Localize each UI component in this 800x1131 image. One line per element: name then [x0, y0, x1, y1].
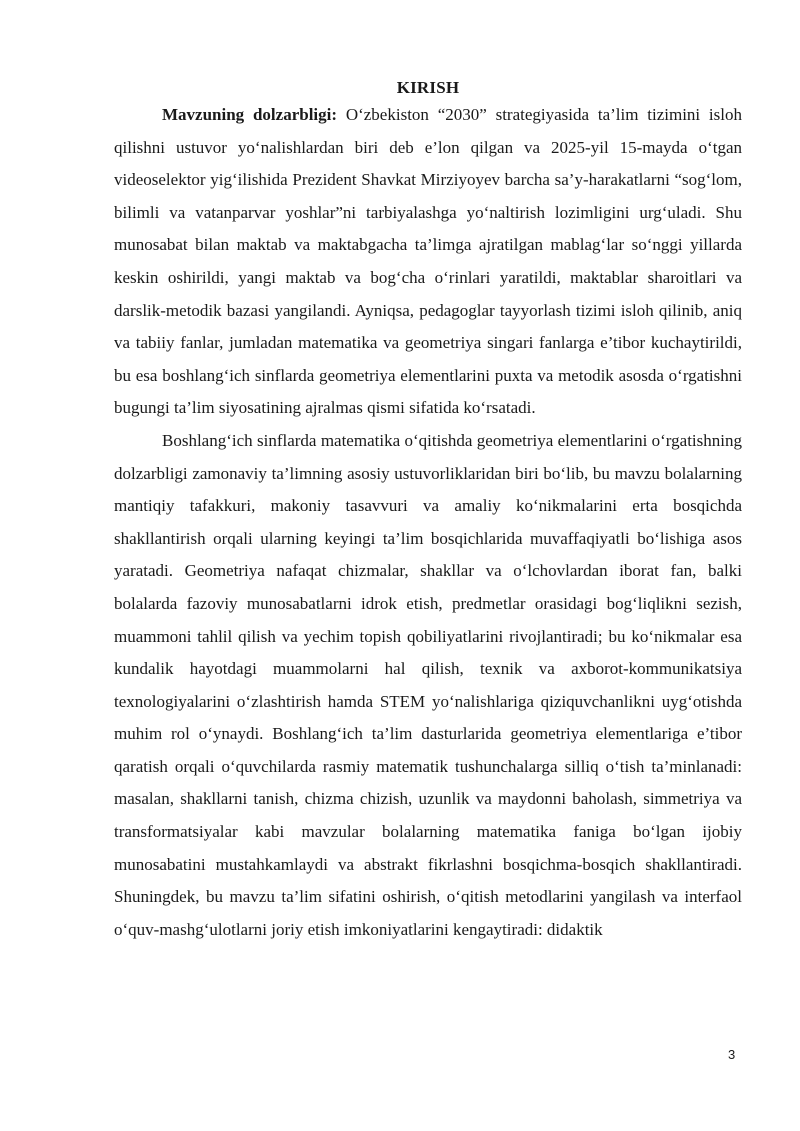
page-title: KIRISH: [396, 78, 460, 97]
paragraph-relevance: [114, 99, 742, 425]
body-text: [114, 99, 742, 946]
paragraph-text: Boshlang‘ich sinflarda matematika o‘qitishda geometriya elementlarini o‘rgatishning dolzarbligi zamonaviy ta’limning asosiy ustuvorliklaridan biri bo‘lib, bu mavzu bolalarning mantiqiy tafakkuri, makoniy tasavvuri va amaliy ko‘nikmalarini erta bosqichda shakllantirish orqali ularning keyingi ta’lim bosqichlarida muvaffaqiyatli bo‘lishiga asos yaratadi. Geometriya nafaqat chizmalar, shakllar va o‘lchovlardan iborat fan, balki bolalarda fazoviy munosabatlarni idrok etish, predmetlar orasidagi bog‘liqlikni sezish, muammoni tahlil qilish va yechim topish qobiliyatlarini rivojlantiradi; bu ko‘nikmalar esa kundalik hayotdagi muammolarni hal qilish, texnik va axborot-kommunikatsiya texnologiyalarini o‘zlashtirish hamda STEM yo‘nalishlariga qiziquvchanlikni uyg‘otishda muhim rol o‘ynaydi. Boshlang‘ich ta’lim dasturlarida geometriya elementlariga e’tibor qaratish orqali o‘quvchilarda rasmiy matematik tushunchalarga silliq o‘tish ta’minlanadi: masalan, shakllarni tanish, chizma chizish, uzunlik va maydonni baholash, simmetriya va transformatsiyalar kabi mavzular bolalarning matematika faniga bo‘lgan ijobiy munosabatini mustahkamlaydi va abstrakt fikrlashni bosqichma-bosqich shakllantiradi. Shuningdek, bu mavzu ta’lim sifatini oshirish, o‘qitish metodlarini yangilash va interfaol o‘quv-mashg‘ulotlarni joriy etish imkoniyatlarini kengaytiradi: didaktik: [114, 430, 742, 939]
paragraph-lead: Mavzuning dolzarbligi:: [162, 105, 338, 124]
page-number: 3: [728, 1047, 736, 1062]
paragraph-text: O‘zbekiston “2030” strategiyasida ta’lim tizimini isloh qilishni ustuvor yo‘nalishlardan biri deb e’lon qilgan va 2025-yil 15-mayda o‘tgan videoselektor yig‘ilishida Prezident Shavkat Mirziyoyev barcha sa’y-harakatlarni “sog‘lom, bilimli va vatanparvar yoshlar”ni tarbiyalashga yo‘naltirish lozimligini urg‘uladi. Shu munosabat bilan maktab va maktabgacha ta’limga ajratilgan mablag‘lar so‘nggi yillarda keskin oshirildi, yangi maktab va bog‘cha o‘rinlari yaratildi, maktablar sharoitlari va darslik-metodik bazasi yangilandi. Ayniqsa, pedagoglar tayyorlash tizimi isloh qilinib, aniq va tabiiy fanlar, jumladan matematika va geometriya singari fanlarga e’tibor kuchaytirildi, bu esa boshlang‘ich sinflarda geometriya elementlarini puxta va metodik asosda o‘rgatishni bugungi ta’lim siyosatining ajralmas qismi sifatida ko‘rsatadi.: [114, 105, 742, 418]
paragraph-geometry: [114, 425, 742, 947]
